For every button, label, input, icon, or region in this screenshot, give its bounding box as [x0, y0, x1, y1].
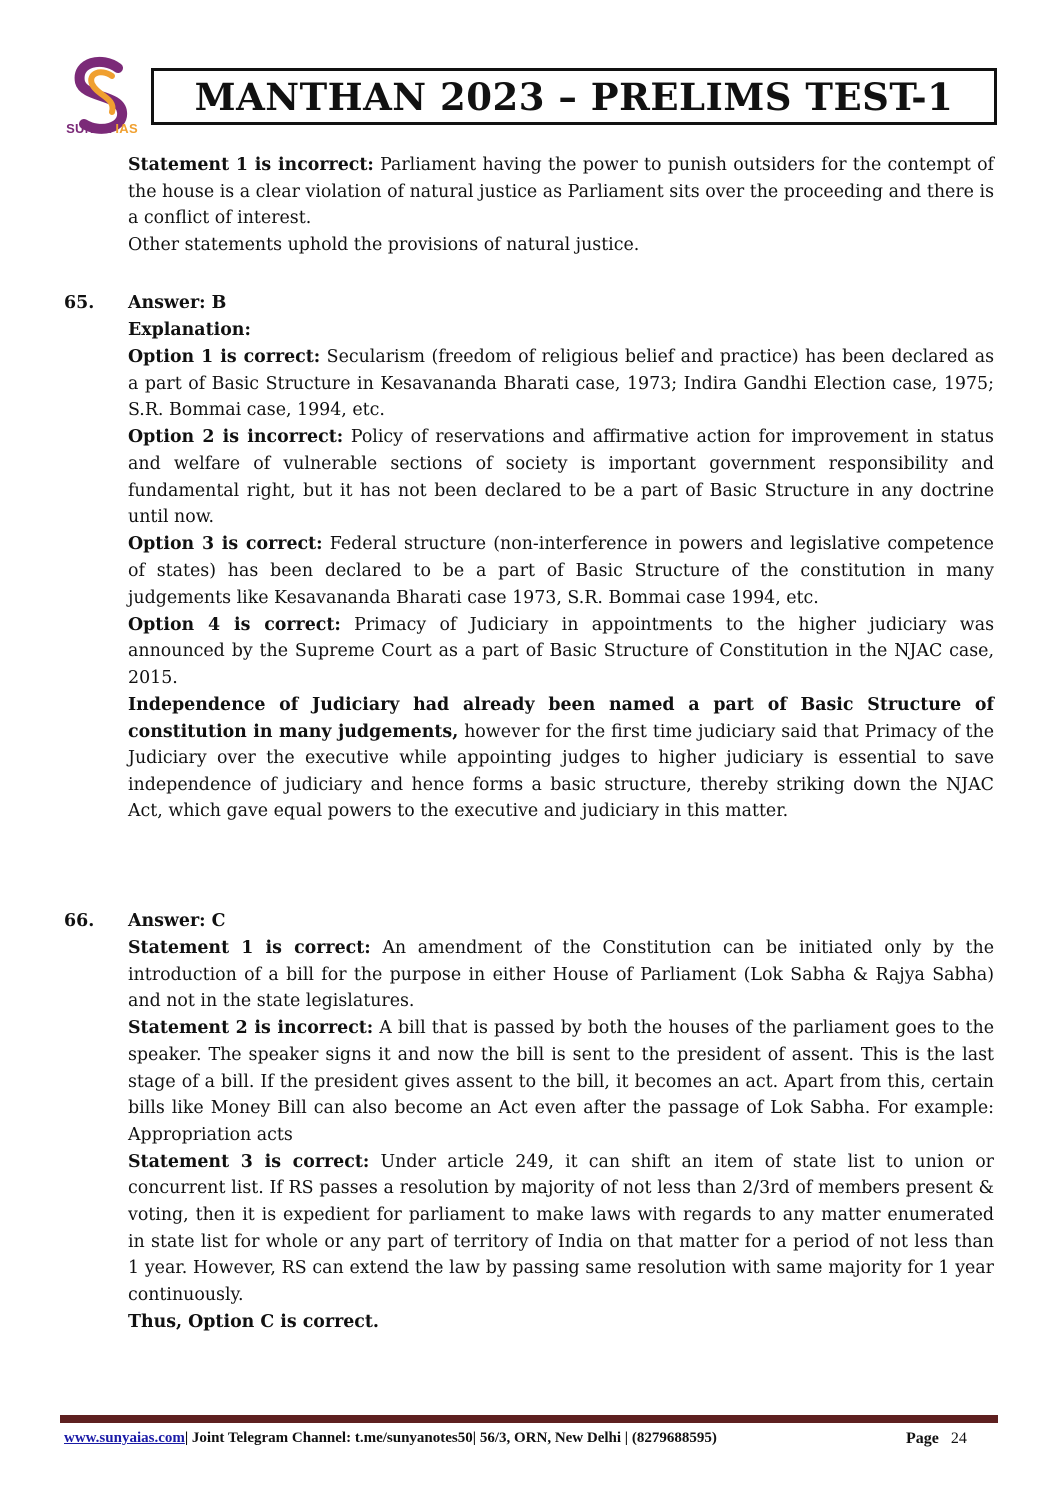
logo-text: [62, 121, 142, 136]
logo-text-ias: IAS: [115, 121, 138, 136]
conclusion-text: Thus, Option C is correct.: [128, 1311, 379, 1332]
question-66-block: [128, 908, 994, 1336]
logo-text-sunya: SUNYA: [66, 121, 112, 136]
bold-lead: Option 1 is correct:: [128, 347, 321, 368]
bold-lead: Statement 1 is correct:: [128, 938, 371, 959]
paragraph-text: Parliament having the power to punish outsiders for the contempt of the house is a clear violation of natural justice as Parliament sits over the proceeding and there is a conflict of interest.: [128, 155, 994, 229]
explanation-heading: [128, 317, 994, 344]
answer-text: Answer: B: [128, 293, 227, 313]
footer-divider: [60, 1415, 998, 1423]
paragraph-text: An amendment of the Constitution can be initiated only by the introduction of a bill for the purpose in either House of Parliament (Lok Sabha & Rajya Sabha) and not in the state legislatures.: [128, 938, 994, 1012]
paragraph: [128, 1149, 994, 1309]
answer-text: Answer: C: [128, 911, 226, 931]
page-title: MANTHAN 2023 – PRELIMS TEST-1: [194, 74, 954, 119]
title-box: [151, 68, 997, 125]
footer: [64, 1430, 984, 1447]
question-number: 65.: [64, 293, 95, 313]
bold-lead: Independence of Judiciary had already been named a part of Basic Structure of constitution in many judgements,: [128, 694, 994, 742]
paragraph: [128, 935, 994, 1015]
paragraph: [128, 612, 994, 692]
explanation-text: Explanation:: [128, 320, 251, 341]
paragraph-text: Secularism (freedom of religious belief and practice) has been declared as a part of Basic Structure in Kesavananda Bharati case, 1973; Indira Gandhi Election case, 1975; S.R. Bommai case, 1994, etc.: [128, 347, 994, 421]
answer: [128, 290, 994, 317]
question-number: 66.: [64, 911, 95, 931]
bold-lead: Option 2 is incorrect:: [128, 427, 344, 448]
paragraph-text: Under article 249, it can shift an item of state list to union or concurrent list. If RS passes a resolution by majority of not less than 2/3rd of members present & voting, then it is expedient for parliament to make laws with regards to any matter enumerated in state list for whole or any part of territory of India on that matter for a period of not less than 1 year. However, RS can extend the law by passing same resolution with same majority for 1 year continuously.: [128, 1151, 994, 1305]
page-number: [906, 1430, 967, 1448]
paragraph: [128, 232, 994, 259]
website-link[interactable]: www.sunyaias.com: [64, 1430, 185, 1446]
paragraph: [128, 424, 994, 530]
conclusion: [128, 1309, 994, 1336]
bold-lead: Statement 1 is incorrect:: [128, 155, 374, 175]
paragraph-text: however for the first time judiciary said that Primacy of the Judiciary over the executive while appointing judges to higher judiciary is essential to save independence of judiciary and hence forms a basic structure, thereby striking down the NJAC Act, which gave equal powers to the executive and judiciary in this matter.: [128, 721, 994, 822]
paragraph: [128, 692, 994, 825]
paragraph-text: Policy of reservations and affirmative action for improvement in status and welfare of vulnerable sections of society is important government responsibility and fundamental right, but it has not been declared to be a part of Basic Structure in any doctrine until now.: [128, 427, 994, 528]
bold-lead: Option 3 is correct:: [128, 534, 323, 555]
footer-info: | Joint Telegram Channel: t.me/sunyanotes50| 56/3, ORN, New Delhi | (8279688595): [184, 1430, 717, 1446]
paragraph: [128, 152, 994, 232]
answer: [128, 908, 994, 935]
page-number-value: 24: [950, 1430, 967, 1447]
paragraph-text: Federal structure (non-interference in powers and legislative competence of states) has been declared to be a part of Basic Structure of the constitution in many judgements like Kesavananda Bharati case 1973, S.R. Bommai case 1994, etc.: [128, 534, 994, 608]
question-65-block: [128, 290, 994, 825]
paragraph: [128, 1015, 994, 1148]
bold-lead: Option 4 is correct:: [128, 614, 341, 635]
paragraph-text: A bill that is passed by both the houses of the parliament goes to the speaker. The speaker signs it and now the bill is sent to the president of assent. This is the last stage of a bill. If the president gives assent to the bill, it becomes an act. Apart from this, certain bills like Money Bill can also become an Act even after the passage of Lok Sabha. For example: Appropriation acts: [128, 1018, 994, 1145]
paragraph-text: Primacy of Judiciary in appointments to the higher judiciary was announced by the Supreme Court as a part of Basic Structure of Constitution in the NJAC case, 2015.: [128, 614, 994, 688]
page-label: Page: [906, 1430, 939, 1447]
paragraph: [128, 531, 994, 611]
bold-lead: Statement 3 is correct:: [128, 1151, 370, 1172]
paragraph-text: Other statements uphold the provisions of natural justice.: [128, 235, 640, 256]
bold-lead: Statement 2 is incorrect:: [128, 1018, 374, 1039]
paragraph: [128, 344, 994, 424]
intro-block: [128, 152, 994, 259]
